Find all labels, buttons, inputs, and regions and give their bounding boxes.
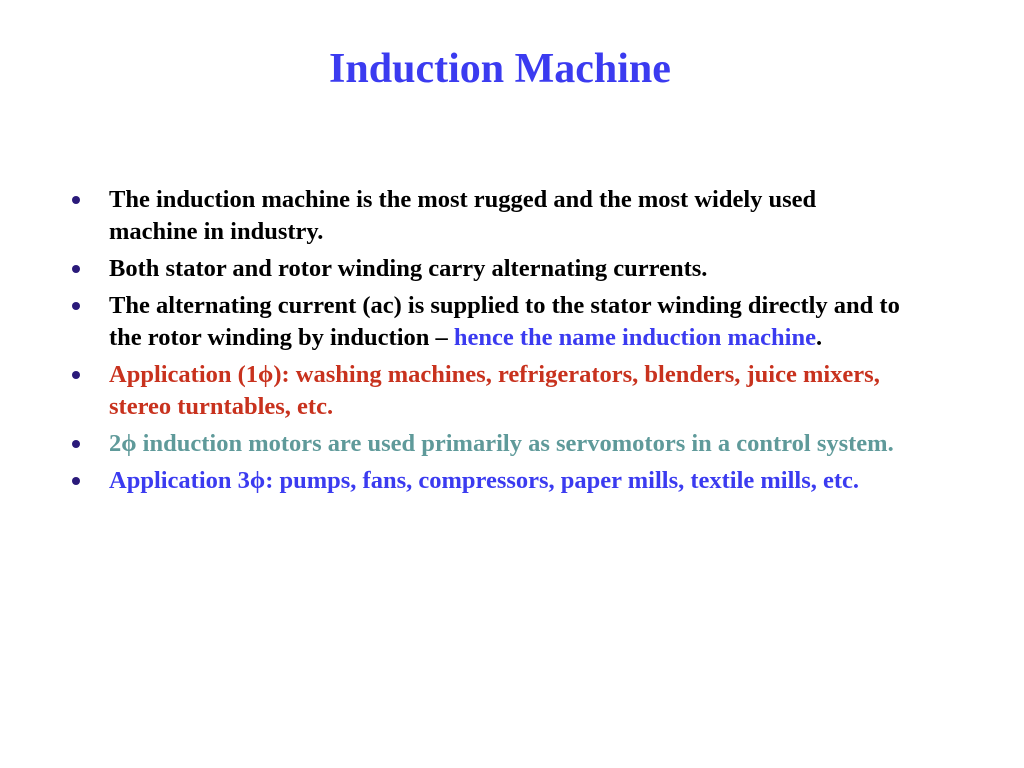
bullet-list [70,184,900,502]
bullet-item-ac-supply [70,290,900,354]
bullet-text-end: . [815,324,823,351]
highlight-text: hence the name induction machine [453,324,816,351]
bullet-text: Application (1ϕ): washing machines, refrigerators, blenders, juice mixers, stereo turntables, etc. [109,361,880,420]
bullet-text: Application 3ϕ: pumps, fans, compressors, paper mills, textile mills, etc. [109,467,860,494]
slide-title: Induction Machine [329,46,671,92]
bullet-item-two-phase-servomotors [70,428,900,460]
bullet-text: Both stator and rotor winding carry alternating currents. [109,255,708,282]
bullet-text: The alternating current (ac) is supplied to the stator winding directly and to the rotor winding by induction – [109,292,900,351]
bullet-dot-icon [72,371,80,379]
bullet-item-rugged-machine [70,184,900,248]
bullet-dot-icon [72,196,80,204]
bullet-item-single-phase-application [70,359,900,423]
bullet-dot-icon [72,265,80,273]
bullet-item-alternating-currents [70,253,900,285]
bullet-text: The induction machine is the most rugged and the most widely used machine in industry. [109,186,817,245]
bullet-item-three-phase-application [70,465,900,497]
bullet-dot-icon [72,477,80,485]
bullet-text: 2ϕ induction motors are used primarily as servomotors in a control system. [109,430,894,457]
bullet-dot-icon [72,440,80,448]
bullet-dot-icon [72,302,80,310]
